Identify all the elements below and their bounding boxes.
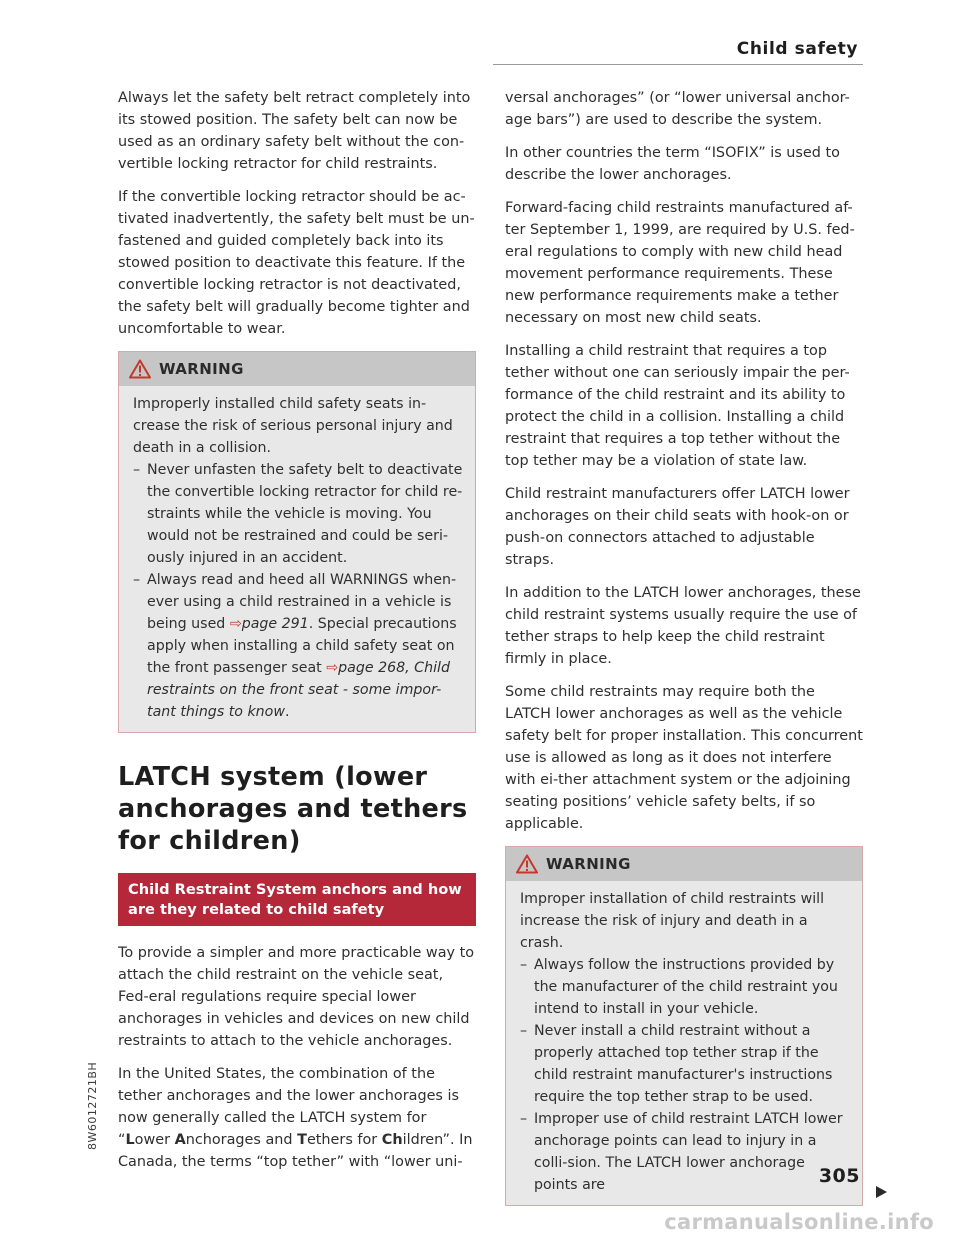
paragraph: Installing a child restraint that requires a top tether without one can seriously impair the per-formance of the child restraint and its ability to protect the child in a collision. Installing a child restraint that requires a top tether without the top tether may be a violation of state law. (505, 343, 850, 469)
continue-arrow-icon (874, 1185, 888, 1199)
warning-title: WARNING (546, 855, 631, 873)
right-column (505, 87, 863, 1206)
warning-item: – Never unfasten the safety belt to deactivate the convertible locking retractor for child re-straints while the vehicle is moving. You would not be restrained and could be seri-ously injured in an accident. (133, 462, 463, 566)
page-reference-link[interactable]: page 268, Child restraints on the front seat - some impor-tant things to know (147, 660, 450, 720)
page-reference-link[interactable]: page 291 (241, 616, 309, 632)
warning-triangle-icon (516, 854, 538, 874)
warning-item: – Improper use of child restraint LATCH lower anchorage points can lead to injury in a colli-sion. The LATCH lower anchorage points are (520, 1111, 843, 1193)
warning-intro: Improper installation of child restraints will increase the risk of injury and death in a crash. (520, 891, 825, 951)
page-number: 305 (818, 1165, 860, 1187)
warning-body (506, 881, 862, 1205)
warning-box (505, 846, 863, 1206)
xref-arrow-icon: ⇨ (326, 660, 339, 676)
paragraph: Always let the safety belt retract completely into its stowed position. The safety belt can now be used as an ordinary safety belt without the con-vertible locking retractor for child restraints. (118, 90, 471, 172)
paragraph: In other countries the term “ISOFIX” is used to describe the lower anchorages. (505, 145, 840, 183)
paragraph: Child restraint manufacturers offer LATCH lower anchorages on their child seats with hook-on or push-on connectors attached to adjustable straps. (505, 486, 850, 568)
warning-triangle-icon (129, 359, 151, 379)
warning-intro: Improperly installed child safety seats in-crease the risk of serious personal injury and death in a collision. (133, 396, 453, 456)
paragraph: Forward-facing child restraints manufactured af-ter September 1, 1999, are required by U.S. fed-eral regulations to comply with new child head movement performance requirements. These new performance requirements make a tether necessary on most new child seats. (505, 200, 855, 326)
page-header-title: Child safety (736, 39, 858, 59)
warning-box (118, 351, 476, 733)
warning-list (520, 954, 852, 1196)
left-column (118, 87, 476, 1184)
xref-arrow-icon: ⇨ (229, 616, 242, 632)
paragraph: If the convertible locking retractor should be ac-tivated inadvertently, the safety belt must be un-fastened and guided completely back into its stowed position to deactivate this feature. If the convertible locking retractor is not deactivated, the safety belt will gradually become tighter and uncomfortable to wear. (118, 189, 475, 337)
warning-item: – Always read and heed all WARNINGS when-ever using a child restrained in a vehicle is being used ⇨page 291. Special precautions apply when installing a child safety seat on the front passenger seat ⇨page 268, Child restraints on the front seat - some impor-tant things to know. (133, 572, 457, 720)
paragraph: In the United States, the combination of the tether anchorages and the lower anchorages is now generally called the LATCH system for “Lower Anchorages and Tethers for Children”. In Canada, the terms “top tether” with “lower uni- (118, 1066, 473, 1170)
warning-body (119, 386, 475, 732)
section-heading: LATCH system (lower anchorages and tethers for children) (118, 762, 468, 856)
warning-item: – Always follow the instructions provided by the manufacturer of the child restraint you intend to install in your vehicle. (520, 957, 838, 1017)
paragraph: versal anchorages” (or “lower universal anchor-age bars”) are used to describe the system. (505, 90, 850, 128)
header-divider (493, 64, 863, 65)
document-code: 8W6012721BH (86, 1061, 99, 1150)
paragraph: In addition to the LATCH lower anchorages, these child restraint systems usually require the use of tether straps to help keep the child restraint firmly in place. (505, 585, 861, 667)
warning-list (133, 459, 465, 723)
warning-header (506, 847, 862, 881)
warning-item: – Never install a child restraint without a properly attached top tether strap if the child restraint manufacturer's instructions require the top tether strap to be used. (520, 1023, 833, 1105)
paragraph: To provide a simpler and more practicable way to attach the child restraint on the vehicle seat, Fed-eral regulations require special lower anchorages in vehicles and devices on new child restraints to attach to the vehicle anchorages. (118, 945, 475, 1049)
watermark: carmanualsonline.info (664, 1210, 934, 1234)
warning-header (119, 352, 475, 386)
warning-title: WARNING (159, 360, 244, 378)
subsection-heading: Child Restraint System anchors and how are they related to child safety (118, 873, 476, 926)
paragraph: Some child restraints may require both the LATCH lower anchorages as well as the vehicle safety belt for proper installation. This concurrent use is allowed as long as it does not interfere with ei-ther attachment system or the adjoining seating positions’ vehicle safety belts, if so applicable. (505, 684, 863, 832)
